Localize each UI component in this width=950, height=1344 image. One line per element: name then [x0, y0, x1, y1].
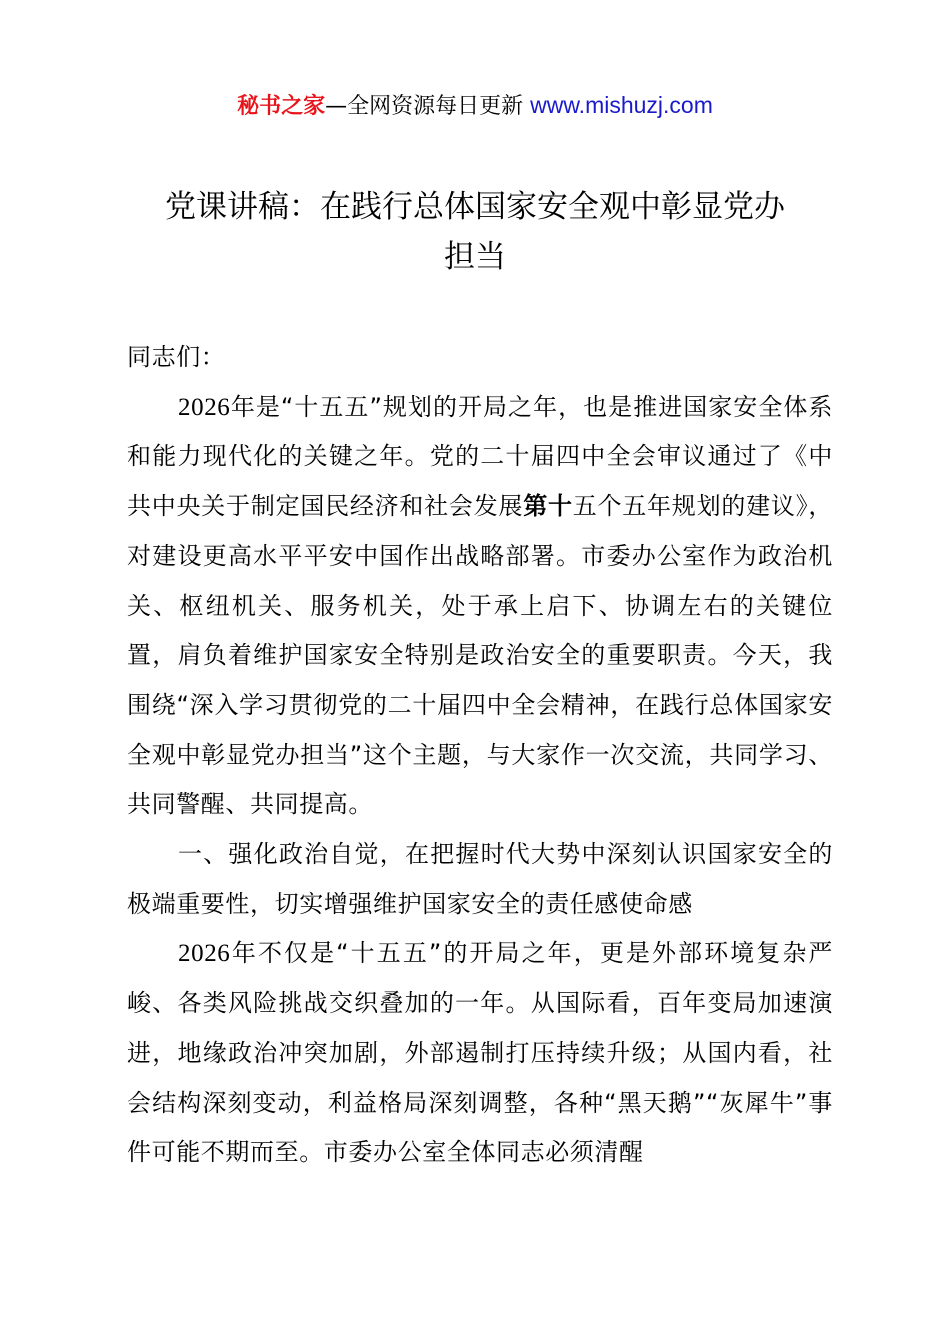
title-line-1: 党课讲稿：在践行总体国家安全观中彰显党办	[165, 189, 785, 225]
salutation: 同志们：	[127, 343, 226, 371]
paragraph-section-1-text: 年不仅是“十五五”的开局之年，更是外部环境复杂严峻、各类风险挑战交织叠加的一年。从国际看，百年变局加速演进，地缘政治冲突加剧，外部遏制打压持续升级；从国内看，社会结构深刻变动，利益格局深刻调整，各种“黑天鹅”“灰犀牛”事件可能不期而至。市委办公室全体同志必须清醒	[127, 939, 833, 1167]
document-title	[100, 182, 850, 282]
bold-ordinal: 第十	[523, 492, 573, 521]
paragraph-intro-text-b: 五个五年规划的建议》，对建设更高水平平安中国作出战略部署。市委办公室作为政治机关、枢纽机关、服务机关，处于承上启下、协调左右的关键位置，肩负着维护国家安全特别是政治安全的重要职责。今天，我围绕“深入学习贯彻党的二十届四中全会精神，在践行总体国家安全观中彰显党办担当”这个主题，与大家作一次交流，共同学习、共同警醒、共同提高。	[127, 492, 833, 819]
title-line-2: 担当	[444, 239, 506, 275]
section-heading-1: 一、强化政治自觉，在把握时代大势中深刻认识国家安全的极端重要性，切实增强维护国家安全的责任感使命感	[127, 840, 833, 918]
year-number: 2026	[178, 393, 231, 421]
paragraph-section-1	[127, 929, 833, 1178]
document-body	[127, 333, 833, 1178]
site-url-link[interactable]: www.mishuzj.com	[530, 92, 713, 118]
paragraph-intro-text-a: 年是“十五五”规划的开局之年，也是推进国家安全体系和能力现代化的关键之年。党的二十届四中全会审议通过了《中共中央关于制定国民经济和社会发展	[127, 392, 833, 521]
site-header	[0, 88, 950, 124]
site-tagline: —全网资源每日更新	[325, 94, 524, 119]
year-number: 2026	[178, 940, 231, 968]
paragraph-intro	[127, 383, 833, 830]
site-brand: 秘书之家	[237, 94, 326, 119]
